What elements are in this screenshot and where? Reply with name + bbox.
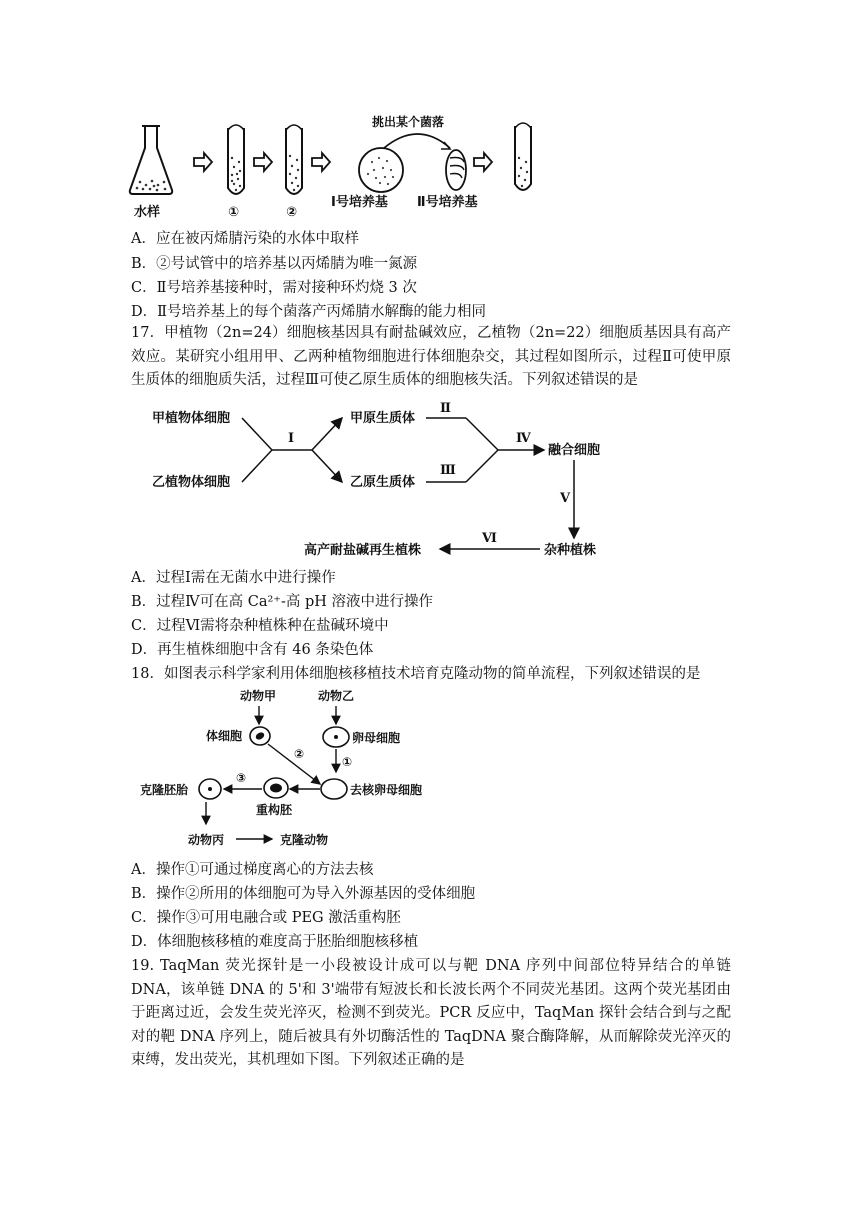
plant-a-cell-label: 甲植物体细胞 xyxy=(152,411,231,426)
q17-option-c: C．过程Ⅵ需将杂种植株种在盐碱环境中 xyxy=(131,618,389,634)
animal-b-label: 动物乙 xyxy=(318,689,355,703)
arrow-right-icon xyxy=(254,153,272,171)
q16-figure xyxy=(128,112,508,220)
petri-dish-2-icon xyxy=(446,150,466,190)
tube-2-mark: ② xyxy=(286,205,298,220)
protoplast-a-label: 甲原生质体 xyxy=(350,411,416,426)
oocyte-label: 卵母细胞 xyxy=(352,731,401,745)
q18-option-a: A．操作①可通过梯度离心的方法去核 xyxy=(131,862,374,878)
animal-c-label: 动物丙 xyxy=(188,833,225,847)
step-4-label: Ⅳ xyxy=(516,431,531,446)
result-plant-label: 高产耐盐碱再生植株 xyxy=(304,543,422,558)
somatic-cell-icon xyxy=(250,727,270,745)
protoplast-b-label: 乙原生质体 xyxy=(350,475,416,490)
q17-stem: 17．甲植物（2n=24）细胞核基因具有耐盐碱效应，乙植物（2n=22）细胞质基因具有高产效应。某研究小组用甲、乙两种植物细胞进行体细胞杂交，其过程如图所示，过程Ⅱ可使甲原生质体的细胞质失活，过程Ⅲ可使乙原生质体的细胞核失活。下列叙述错误的是 xyxy=(131,325,731,388)
medium-2-label: Ⅱ号培养基 xyxy=(417,195,478,210)
q18-option-c: C．操作③可用电融合或 PEG 激活重构胚 xyxy=(131,910,401,926)
arrow-right-icon xyxy=(312,153,330,171)
tube-1-mark: ① xyxy=(228,205,240,220)
flask-icon xyxy=(130,126,172,194)
pick-colony-label: 挑出某个菌落 xyxy=(372,115,445,129)
q18-option-b: B．操作②所用的体细胞可为导入外源基因的受体细胞 xyxy=(131,886,476,902)
cloned-embryo-label: 克隆胚胎 xyxy=(140,783,189,797)
step-3-label: Ⅲ xyxy=(440,463,456,478)
q17-option-b: B．过程Ⅳ可在高 Ca²⁺-高 pH 溶液中进行操作 xyxy=(131,594,433,610)
q16-option-a: A．应在被丙烯腈污染的水体中取样 xyxy=(131,231,359,247)
test-tube-2-icon xyxy=(286,125,302,194)
q17-figure xyxy=(140,398,620,564)
q16-option-d: D．Ⅱ号培养基上的每个菌落产丙烯腈水解酶的能力相同 xyxy=(131,304,486,320)
q16-final-tube xyxy=(513,118,533,198)
op-2-label: ② xyxy=(294,747,305,761)
step-1-label: Ⅰ xyxy=(288,431,295,446)
reconstructed-embryo-label: 重构胚 xyxy=(256,803,293,817)
q16-option-b: B．②号试管中的培养基以丙烯腈为唯一氮源 xyxy=(131,256,418,272)
q17-option-a: A．过程Ⅰ需在无菌水中进行操作 xyxy=(131,570,336,586)
somatic-cell-label: 体细胞 xyxy=(206,729,243,743)
step-6-label: Ⅵ xyxy=(482,531,497,546)
enucleated-oocyte-label: 去核卵母细胞 xyxy=(350,783,423,797)
q18-figure xyxy=(132,686,452,852)
medium-1-label: Ⅰ号培养基 xyxy=(331,195,388,210)
arrow-right-icon xyxy=(474,153,492,171)
q17-option-d: D．再生植株细胞中含有 46 条染色体 xyxy=(131,642,374,658)
q18-option-d: D．体细胞核移植的难度高于胚胎细胞核移植 xyxy=(131,934,419,950)
arrow-right-icon xyxy=(194,153,212,171)
plant-b-cell-label: 乙植物体细胞 xyxy=(152,475,231,490)
step-5-label: Ⅴ xyxy=(560,491,571,506)
q16-option-c: C．Ⅱ号培养基接种时，需对接种环灼烧 3 次 xyxy=(131,280,417,296)
oocyte-icon xyxy=(323,727,349,747)
cloned-animal-label: 克隆动物 xyxy=(280,833,329,847)
curved-arrow-icon xyxy=(384,134,450,148)
test-tube-1-icon xyxy=(228,125,244,194)
q18-stem: 18．如图表示科学家利用体细胞核移植技术培育克隆动物的简单流程，下列叙述错误的是 xyxy=(131,666,701,682)
cloned-embryo-icon xyxy=(199,779,221,799)
animal-a-label: 动物甲 xyxy=(240,689,277,703)
step-2-label: Ⅱ xyxy=(440,401,451,416)
hybrid-plant-label: 杂种植株 xyxy=(544,543,597,558)
op-1-label: ① xyxy=(342,755,353,769)
q19-stem: 19. TaqMan 荧光探针是一小段被设计成可以与靶 DNA 序列中间部位特异结合的单链 DNA，该单链 DNA 的 5'和 3'端带有短波长和长波长两个不同荧光基团。这两个荧光基团由于距离过近，会发生荧光淬灭，检测不到荧光。PCR 反应中，TaqMan 探针会结合到与之配对的靶 DNA 序列上，随后被具有外切酶活性的 TaqDNA 聚合酶降解，从而解除荧光淬灭的束缚，发出荧光，其机理如下图。下列叙述正确的是 xyxy=(131,958,731,1068)
water-sample-label: 水样 xyxy=(134,205,161,220)
reconstructed-embryo-icon xyxy=(264,778,288,798)
enucleated-oocyte-icon xyxy=(321,779,347,799)
fused-cell-label: 融合细胞 xyxy=(548,443,601,458)
op-3-label: ③ xyxy=(236,771,247,785)
petri-dish-1-icon xyxy=(359,148,403,192)
